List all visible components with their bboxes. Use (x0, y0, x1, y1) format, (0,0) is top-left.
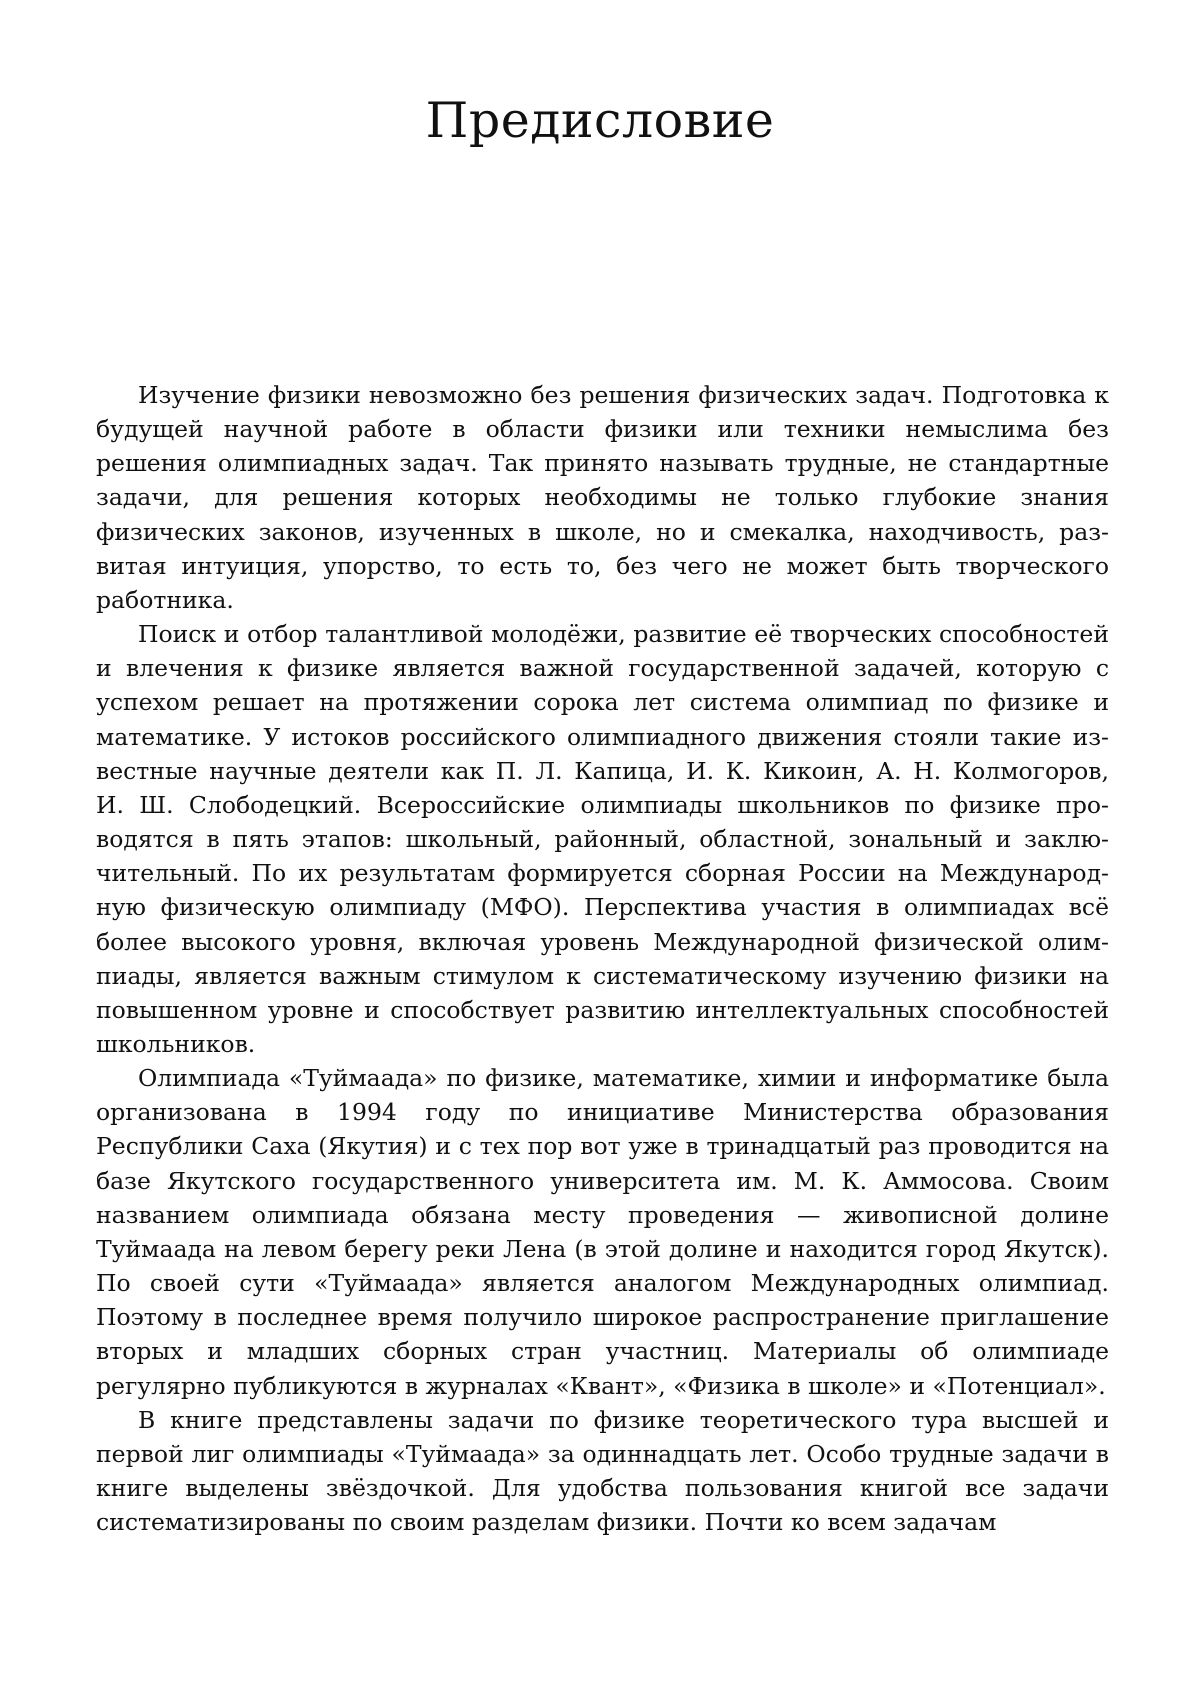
chapter-title: Предисловие (425, 92, 775, 149)
paragraph-2: Поиск и отбор талантливой молодёжи, развитие её творческих способностей и влечения к физике является важной государственной задачей, которую с успехом решает на протяжении сорока лет система олимпиад по физике и математике. У истоков российского олимпиадного движения стояли такие известные научные деятели как П. Л. Капица, И. К. Кикоин, А. Н. Колмогоров, И. Ш. Слободецкий. Всероссийские олимпиады школьников по физике проводятся в пять этапов: школьный, районный, областной, зональный и заключительный. По их результатам формируется сборная России на Международную физическую олимпиаду (МФО). Перспектива участия в олимпиадах всё более высокого уровня, включая уровень Международной физической олимпиады, является важным стимулом к систематическому изучению физики на повышенном уровне и способствует развитию интеллектуальных способностей школьников. (96, 620, 1109, 1058)
body-text (96, 378, 1109, 1539)
paragraph-3: Олимпиада «Туймаада» по физике, математике, химии и информатике была организована в 1994 году по инициативе Министерства образования Республики Саха (Якутия) и с тех пор вот уже в тринадцатый раз проводится на базе Якутского государственного университета им. М. К. Аммосова. Своим названием олимпиада обязана месту проведения — живописной долине Туймаада на левом берегу реки Лена (в этой долине и находится город Якутск). По своей сути «Туймаада» является аналогом Международных олимпиад. Поэтому в последнее время получило широкое распространение приглашение вторых и младших сборных стран участниц. Материалы об олимпиаде регулярно публикуются в журналах «Квант», «Физика в школе» и «Потенциал». (96, 1064, 1109, 1400)
paragraph-4: В книге представлены задачи по физике теоретического тура высшей и первой лиг олимпиады «Туймаада» за одиннадцать лет. Особо трудные задачи в книге выделены звёздочкой. Для удобства пользования книгой все задачи систематизированы по своим разделам физики. Почти ко всем задачам (96, 1405, 1109, 1537)
paragraph-1: Изучение физики невозможно без решения физических задач. Подготовка к будущей научной работе в области физики или техники немыслима без решения олимпиадных задач. Так принято называть трудные, не стандартные задачи, для решения которых необходимы не только глубокие знания физических законов, изученных в школе, но и смекалка, находчивость, развитая интуиция, упорство, то есть то, без чего не может быть творческого работника. (96, 381, 1109, 614)
